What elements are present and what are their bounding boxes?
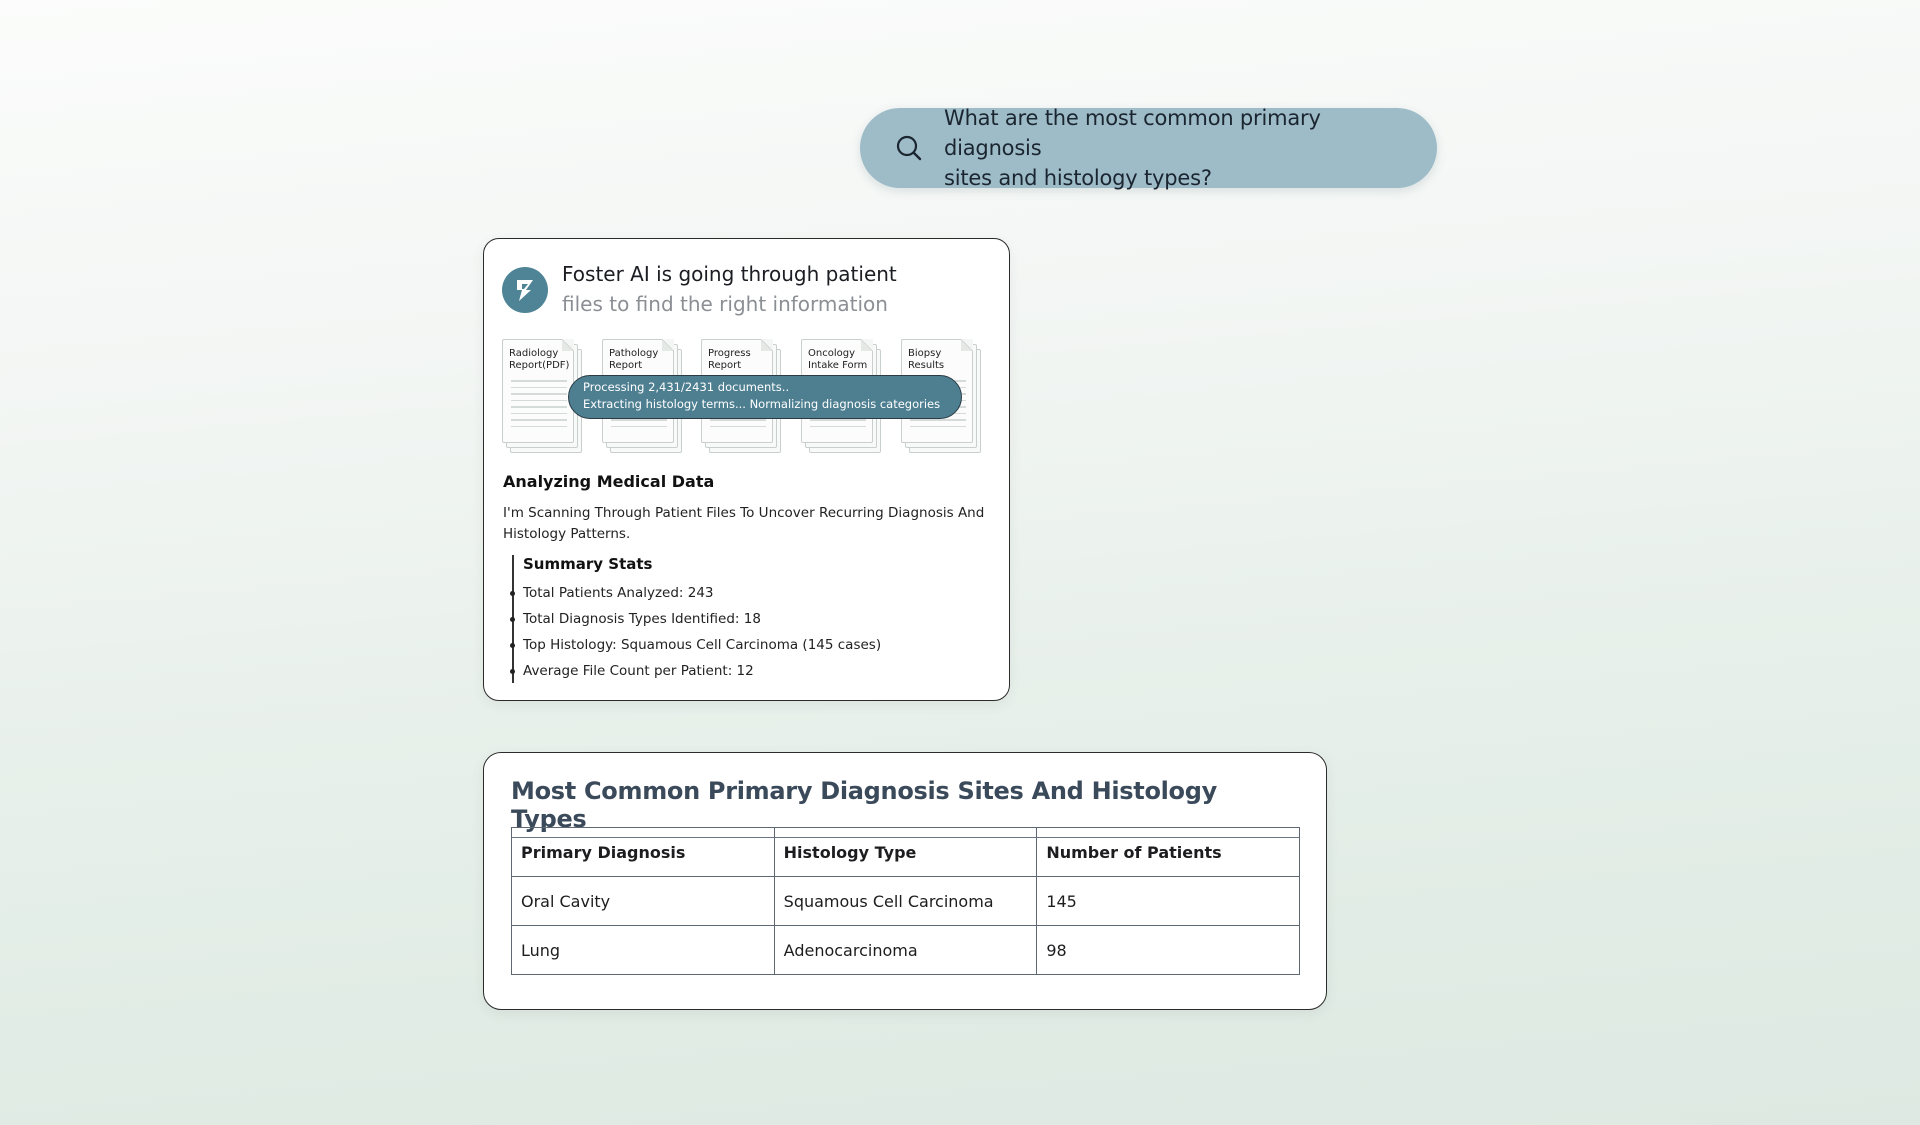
table-cell: Squamous Cell Carcinoma — [774, 877, 1037, 926]
agent-header — [502, 259, 897, 319]
agent-progress-card — [483, 238, 1010, 701]
summary-stats — [504, 555, 984, 687]
table-header-row — [512, 828, 1300, 877]
stat-item: Average File Count per Patient: 12 — [504, 662, 881, 688]
table-cell: 145 — [1037, 877, 1300, 926]
search-icon — [894, 133, 924, 163]
document-label: Biopsy Results — [908, 348, 945, 371]
table-cell: Lung — [512, 926, 775, 975]
results-table — [511, 827, 1300, 975]
processing-count-text: Processing 2,431/2431 documents.. — [583, 380, 790, 394]
stat-item: Total Patients Analyzed: 243 — [504, 584, 881, 610]
summary-stats-title: Summary Stats — [523, 555, 653, 573]
summary-stats-list — [504, 584, 881, 688]
search-query-pill[interactable] — [860, 108, 1437, 188]
table-row — [512, 877, 1300, 926]
foster-logo-icon — [502, 267, 548, 313]
agent-title-line-1: Foster AI is going through patient — [562, 262, 897, 286]
processing-step-text: Extracting histology terms... Normalizing diagnosis categories — [583, 397, 941, 411]
search-query-text — [944, 103, 1417, 193]
agent-status-title — [562, 259, 897, 319]
column-header-primary-diagnosis: Primary Diagnosis — [512, 828, 775, 877]
stat-item: Total Diagnosis Types Identified: 18 — [504, 610, 881, 636]
analyzing-heading: Analyzing Medical Data — [503, 472, 715, 491]
stat-item: Top Histology: Squamous Cell Carcinoma (145 cases) — [504, 636, 881, 662]
document-stack-row — [502, 339, 994, 455]
table-cell: Oral Cavity — [512, 877, 775, 926]
analyzing-description: I'm Scanning Through Patient Files To Uncover Recurring Diagnosis And Histology Patterns. — [503, 505, 985, 542]
column-header-number-of-patients: Number of Patients — [1037, 828, 1300, 877]
document-label: Radiology Report(PDF) — [509, 348, 570, 371]
table-cell: Adenocarcinoma — [774, 926, 1037, 975]
column-header-histology-type: Histology Type — [774, 828, 1037, 877]
search-query-line-2: sites and histology types? — [944, 166, 1212, 190]
document-label: Progress Report — [708, 348, 751, 371]
results-title: Most Common Primary Diagnosis Sites And Histology Types — [511, 777, 1299, 838]
processing-status-pill — [568, 375, 962, 419]
results-card — [483, 752, 1327, 1010]
document-label: Oncology Intake Form — [808, 348, 868, 371]
document-label: Pathology Report — [609, 348, 659, 371]
table-cell: 98 — [1037, 926, 1300, 975]
table-row — [512, 926, 1300, 975]
search-query-line-1: What are the most common primary diagnosis — [944, 106, 1321, 160]
agent-title-line-2: files to find the right information — [562, 292, 888, 316]
